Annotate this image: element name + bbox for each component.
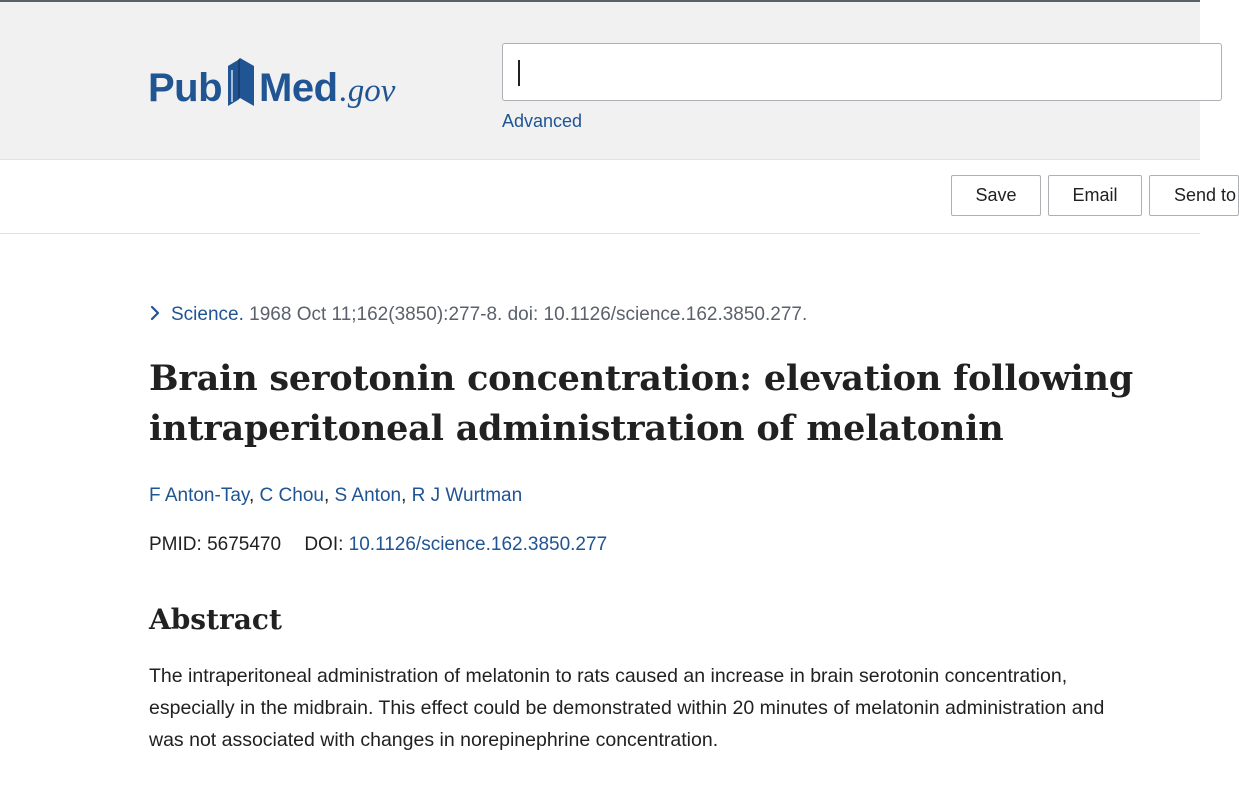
abstract-text: The intraperitoneal administration of melatonin to rats caused an increase in brain serotonin concentration, especially in the midbrain. This effect could be demonstrated within 20 minutes of melatonin administration and was not associated with changes in norepinephrine concentration. bbox=[149, 665, 1105, 751]
site-header bbox=[0, 2, 1200, 160]
book-icon bbox=[224, 56, 258, 108]
save-button[interactable]: Save bbox=[951, 175, 1041, 216]
author-separator: , bbox=[401, 485, 412, 506]
send-to-button[interactable]: Send to bbox=[1149, 175, 1239, 216]
email-button[interactable]: Email bbox=[1048, 175, 1142, 216]
text-caret bbox=[518, 60, 520, 86]
doi-label: DOI: bbox=[304, 534, 349, 555]
author-link[interactable]: F Anton-Tay bbox=[149, 485, 249, 506]
article-identifiers bbox=[149, 534, 607, 556]
logo-word-left: Pub bbox=[148, 66, 223, 110]
advanced-search-link[interactable]: Advanced bbox=[502, 111, 583, 131]
pmid-value: 5675470 bbox=[207, 534, 282, 555]
pmid-label: PMID: bbox=[149, 534, 208, 555]
abstract-heading: Abstract bbox=[149, 603, 282, 636]
doi-link[interactable]: 10.1126/science.162.3850.277 bbox=[348, 534, 608, 555]
author-link[interactable]: C Chou bbox=[259, 485, 324, 506]
logo-suffix: .gov bbox=[339, 73, 396, 109]
citation-details: 1968 Oct 11;162(3850):277-8. doi: 10.1126/science.162.3850.277. bbox=[243, 304, 808, 325]
journal-citation bbox=[149, 304, 807, 326]
article-title: Brain serotonin concentration: elevation following intraperitoneal administration of melatonin bbox=[149, 358, 1134, 449]
journal-link[interactable]: Science. bbox=[171, 304, 244, 325]
pubmed-logo[interactable] bbox=[148, 38, 395, 108]
author-separator: , bbox=[248, 485, 260, 506]
author-separator: , bbox=[323, 485, 335, 506]
search-input[interactable] bbox=[502, 43, 1222, 101]
author-link[interactable]: S Anton bbox=[334, 485, 402, 506]
authors-list bbox=[149, 485, 522, 507]
chevron-right-icon[interactable] bbox=[149, 305, 161, 321]
action-bar bbox=[0, 160, 1237, 234]
logo-word-right: Med bbox=[259, 66, 338, 110]
author-link[interactable]: R J Wurtman bbox=[411, 485, 523, 506]
